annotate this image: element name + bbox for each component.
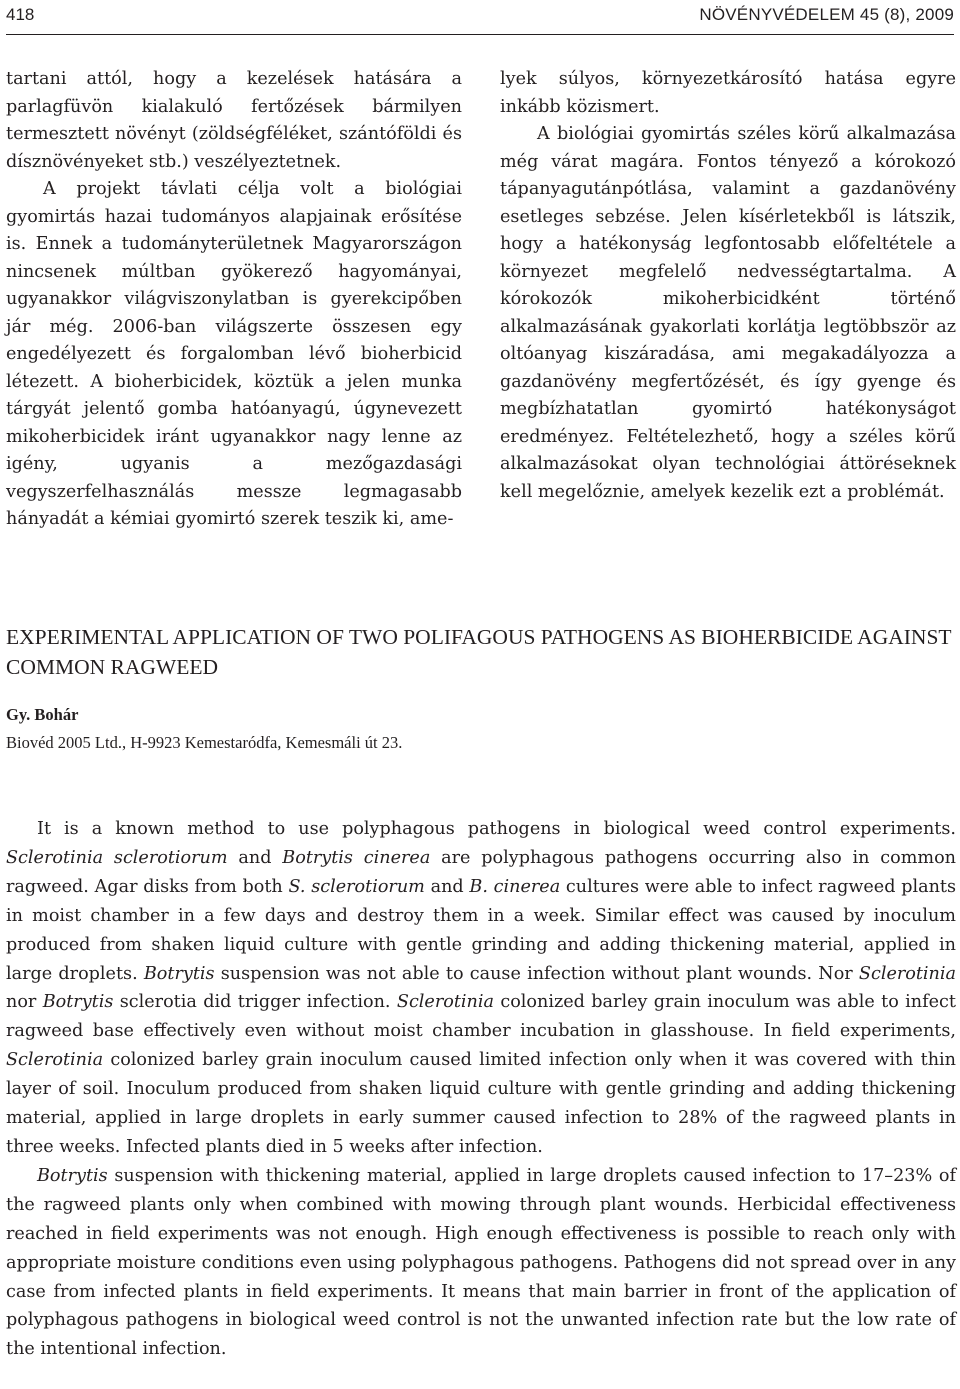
left-paragraph-1: tartani attól, hogy a kezelések hatására a parlagfüvön kialakuló fertőzések bármilyen termesztett növényt (zöldségféléket, szántóföldi és dísznövényeket stb.) veszélyeztetnek. [6,69,462,172]
genus-name: Botrytis [37,1165,108,1186]
species-name: Sclerotinia sclerotiorum [6,847,228,868]
species-name: Botrytis cinerea [282,847,431,868]
running-header [6,0,954,35]
journal-citation: NÖVÉNYVÉDELEM 45 (8), 2009 [699,5,954,24]
right-paragraph-1: lyek súlyos, környezetkárosító hatása egyre inkább közismert. [500,69,956,117]
author-affiliation: Biovéd 2005 Ltd., H-9923 Kemestaródfa, Kemesmáli út 23. [6,733,403,752]
genus-name: Sclerotinia [858,963,956,984]
left-paragraph-2: A projekt távlati célja volt a biológiai gyomirtás hazai tudományos alapjainak erősítése is. Ennek a tudományterületnek Magyarországon nincsenek múltban gyökerező hagyományai, ugyanakkor világviszonylatban is gyerekcipőben jár még. 2006-ban világszerte összesen egy engedélyezett és forgalomban lévő bioherbicid létezett. A bioherbicidek, köztük a jelen munka tárgyát jelentő gomba hatóanyagú, úgynevezett mikoherbicidek iránt ugyanakkor nagy lenne az igény, ugyanis a mezőgazdasági vegyszerfelhasználás messze legmagasabb hányadát a kémiai gyomirtó szerek teszik ki, ame- [6,179,462,529]
genus-name: Sclerotinia [396,992,494,1013]
genus-name: Sclerotinia [6,1050,104,1071]
genus-name: Botrytis [143,963,215,984]
english-abstract [6,815,956,1364]
right-paragraph-2: A biológiai gyomirtás széles körű alkalmazása még várat magára. Fontos tényező a kórokozó tápanyagutánpótlása, valamint a gazdanövény esetleges sebzése. Jelen kísérletekből is látszik, hogy a hatékonyság legfontosabb előfeltétele a környezet megfelelő nedvességtartalma. A kórokozók mikoherbicidként történő alkalmazásának gyakorlati korlátja legtöbbször az oltóanyag kiszáradása, ami megakadályozza a gazdanövény megfertőzését, és így gyenge és megbízhatatlan gyomirtó hatékonyságot eredményez. Feltételezhető, hogy a széles körű alkalmazásokat olyan technológiai áttöréseknek kell megelőznie, amelyek kezelik ezt a problémát. [500,124,956,502]
abstract-paragraph-1: It is a known method to use polyphagous pathogens in biological weed control experiments. Sclerotinia sclerotiorum and Botrytis cinerea are polyphagous pathogens occurring also in common ragweed. Agar disks from both S. sclerotiorum and B. cinerea cultures were able to infect ragweed plants in moist chamber in a few days and destroy them in a week. Similar effect was caused by inoculum produced from shaken liquid culture with gentle grinding and adding thickening material, applied in large droplets. Botrytis suspension was not able to cause infection without plant wounds. Nor Sclerotinia nor Botrytis sclerotia did trigger infection. Sclerotinia colonized barley grain inoculum was able to infect ragweed base effectively even without moist chamber incubation in glasshouse. In field experiments, Sclerotinia colonized barley grain inoculum caused limited infection only when it was covered with thin layer of soil. Inoculum produced from shaken liquid culture with gentle grinding and adding thickening material, applied in large droplets in early summer caused infection to 28% of the ragweed plants in three weeks. Infected plants died in 5 weeks after infection. [6,819,957,1157]
genus-name: Botrytis [42,992,114,1013]
left-column [6,66,462,534]
species-name: B. cinerea [469,876,561,897]
species-name: S. sclerotiorum [288,876,425,897]
abstract-paragraph-2: Botrytis suspension with thickening material, applied in large droplets caused infection to 17–23% of the ragweed plants only when combined with mowing through plant wounds. Herbicidal effectiveness reached in field experiments was not enough. High enough effectiveness is possible to reach only with appropriate moisture conditions even using polyphagous pathogens. Pathogens did not spread over in any case from infected plants in field experiments. It means that main barrier in front of the application of polyphagous pathogens in biological weed control is not the unwanted infection rate but the low rate of the intentional infection. [6,1165,956,1360]
article-title: EXPERIMENTAL APPLICATION OF TWO POLIFAGOUS PATHOGENS AS BIOHERBICIDE AGAINST COMMON RAGWEED [6,625,952,679]
right-column [500,66,956,506]
author-name: Gy. Bohár [6,705,79,724]
page-number: 418 [6,5,35,24]
